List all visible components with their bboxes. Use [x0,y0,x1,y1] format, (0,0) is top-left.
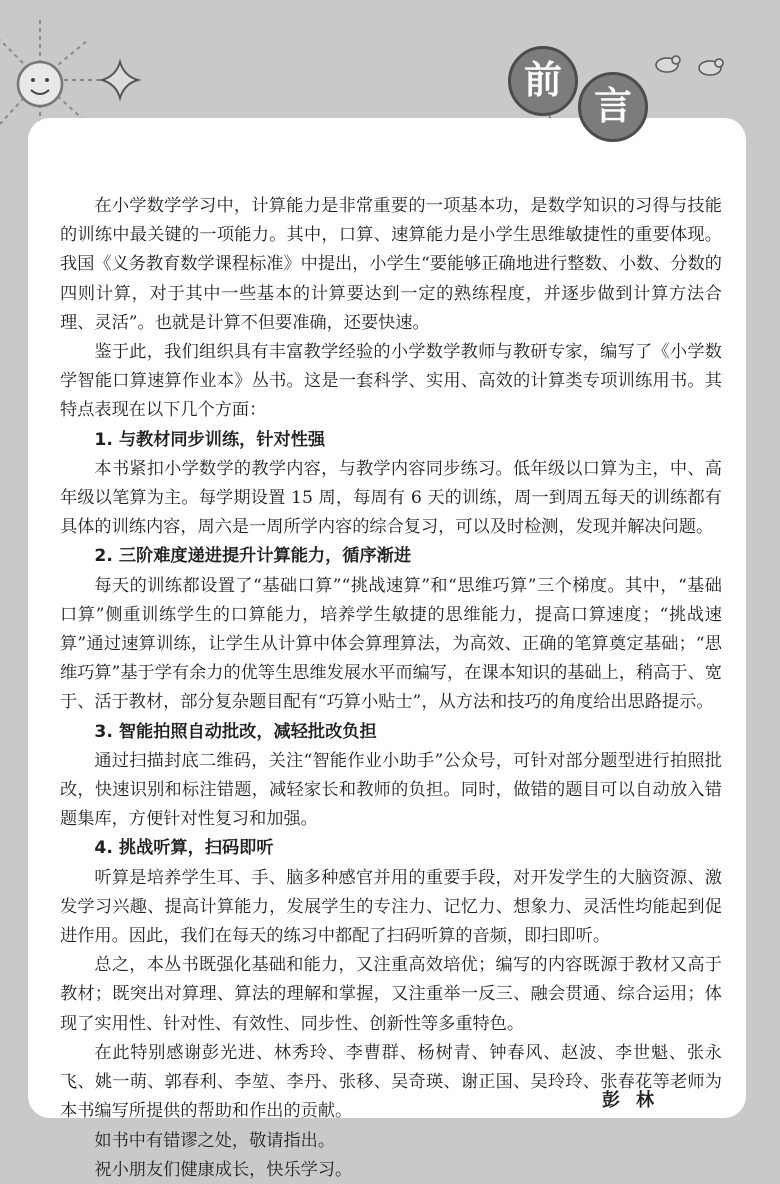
title-balloon-1: 前 [508,46,578,116]
paragraph-errata: 如书中有错谬之处，敬请指出。 [94,1130,336,1151]
paragraph-wish: 祝小朋友们健康成长，快乐学习。 [94,1159,353,1180]
title-balloon-2: 言 [578,72,648,142]
feature-heading: 3. 智能拍照自动批改，减轻批改负担 [94,721,377,742]
paragraph-intro: 在小学数学学习中，计算能力是非常重要的一项基本功，是数学知识的习得与技能的训练中最关键的一项能力。其中，口算、速算能力是小学生思维敏捷性的重要体现。我国《义务教育数学课程标准》中提出，小学生“要能够正确地进行整数、小数、分数的四则计算，对于其中一些基本的计算要达到一定的熟练程度，并逐步做到计算方法合理、灵活”。也就是计算不但要准确，还要快速。 [60,196,722,333]
star-icon [102,62,138,98]
sun-eye-left-icon [31,78,35,82]
feature-heading: 2. 三阶难度递进提升计算能力，循序渐进 [94,546,412,567]
feature-body: 通过扫描封底二维码，关注“智能作业小助手”公众号，可针对部分题型进行拍照批改，快速识别和标注错题，减轻家长和教师的负担。同时，做错的题目可以自动放入错题集库，方便针对性复习和加强。 [60,750,722,830]
sun-icon [18,62,62,106]
preface-body [60,192,722,1184]
paragraph-purpose: 鉴于此，我们组织具有丰富教学经验的小学数学教师与教研专家，编写了《小学数学智能口算速算作业本》丛书。这是一套科学、实用、高效的计算类专项训练用书。其特点表现在以下几个方面： [60,342,722,421]
paragraph-summary: 总之，本丛书既强化基础和能力，又注重高效培优；编写的内容既源于教材又高于教材；既突出对算理、算法的理解和掌握，又注重举一反三、融会贯通、综合运用；体现了实用性、针对性、有效性、同步性、创新性等多重特色。 [60,955,722,1034]
feature-body: 本书紧扣小学数学的教学内容，与教学内容同步练习。低年级以口算为主，中、高年级以笔算为主。每学期设置 15 周，每周有 6 天的训练，周一到周五每天的训练都有具体的训练内容，周六是一周所学内容的综合复习，可以及时检测，发现并解决问题。 [60,458,722,538]
paragraph-thanks: 在此特别感谢彭光进、林秀玲、李曹群、杨树青、钟春风、赵波、李世魁、张永飞、姚一萌、郭春利、李堃、李丹、张移、吴奇瑛、谢正国、吴玲玲、张春花等老师为本书编写所提供的帮助和作出的贡献。 [60,1042,722,1122]
feature-body: 听算是培养学生耳、手、脑多种感官并用的重要手段，对开发学生的大脑资源、激发学习兴趣、提高计算能力，发展学生的专注力、记忆力、想象力、灵活性均能起到促进作用。因此，我们在每天的练习中都配了扫码听算的音频，即扫即听。 [60,867,722,947]
feature-body: 每天的训练都设置了“基础口算”“挑战速算”和“思维巧算”三个梯度。其中，“基础口算”侧重训练学生的口算能力，培养学生敏捷的思维能力，提高口算速度；“挑战速算”通过速算训练，让学生从计算中体会算理算法，为高效、正确的笔算奠定基础；“思维巧算”基于学有余力的优等生思维发展水平而编写，在课本知识的基础上，稍高于、宽于、活于教材，部分复杂题目配有“巧算小贴士”，从方法和技巧的角度给出思路提示。 [60,575,722,713]
feature-heading: 4. 挑战听算，扫码即听 [94,838,274,859]
author-signature: 彭林 [602,1090,670,1111]
birds-icon [656,56,723,75]
sun-eye-right-icon [45,78,49,82]
feature-heading: 1. 与教材同步训练，针对性强 [94,429,326,450]
